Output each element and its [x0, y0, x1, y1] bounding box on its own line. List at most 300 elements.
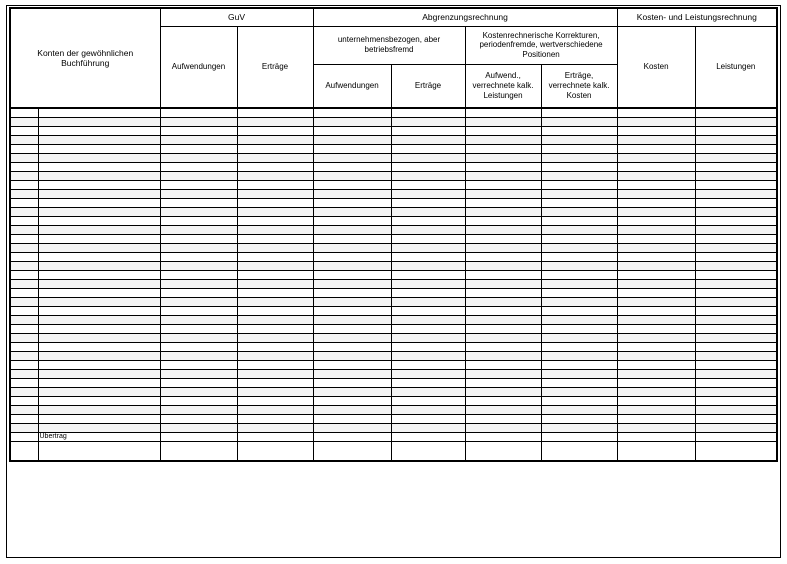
table-cell	[617, 108, 695, 117]
table-cell	[695, 387, 777, 396]
table-cell	[38, 423, 160, 432]
uebertrag-label: Übertrag	[38, 432, 160, 441]
table-cell	[465, 243, 541, 252]
table-cell	[160, 108, 237, 117]
table-cell	[237, 279, 313, 288]
table-cell	[38, 414, 160, 423]
table-cell	[160, 378, 237, 387]
table-cell	[465, 162, 541, 171]
table-cell	[160, 216, 237, 225]
table-row	[10, 324, 777, 333]
table-cell	[541, 261, 617, 270]
table-cell	[237, 270, 313, 279]
table-cell	[10, 288, 38, 297]
header-group-kosten-leistungsrechnung: Kosten- und Leistungsrechnung	[617, 8, 777, 26]
table-cell	[541, 225, 617, 234]
table-row	[10, 225, 777, 234]
table-cell	[617, 378, 695, 387]
table-cell	[160, 180, 237, 189]
table-row	[10, 234, 777, 243]
table-cell	[391, 243, 465, 252]
table-cell	[38, 234, 160, 243]
table-cell	[617, 216, 695, 225]
table-cell	[465, 153, 541, 162]
table-cell	[160, 324, 237, 333]
table-cell	[38, 396, 160, 405]
table-cell	[617, 360, 695, 369]
table-cell	[38, 144, 160, 153]
table-cell	[617, 405, 695, 414]
table-row	[10, 369, 777, 378]
table-cell	[391, 135, 465, 144]
table-cell	[541, 153, 617, 162]
header-kalk-aufwendungen: Aufwend., verrechnete kalk. Leistungen	[465, 64, 541, 108]
table-cell	[10, 414, 38, 423]
table-cell	[541, 234, 617, 243]
table-cell	[38, 189, 160, 198]
table-cell	[10, 117, 38, 126]
table-row	[10, 333, 777, 342]
table-cell	[313, 252, 391, 261]
table-cell	[10, 351, 38, 360]
table-cell	[465, 198, 541, 207]
table-cell	[465, 315, 541, 324]
table-cell	[10, 396, 38, 405]
header-group-abgrenzungsrechnung: Abgrenzungsrechnung	[313, 8, 617, 26]
table-cell	[391, 117, 465, 126]
table-cell	[541, 306, 617, 315]
table-cell	[695, 288, 777, 297]
table-cell	[313, 108, 391, 117]
table-cell	[541, 432, 617, 441]
table-cell	[313, 243, 391, 252]
table-cell	[237, 342, 313, 351]
table-cell	[617, 324, 695, 333]
table-cell	[38, 108, 160, 117]
table-cell	[617, 252, 695, 261]
table-cell	[237, 351, 313, 360]
table-cell	[465, 108, 541, 117]
table-cell	[391, 324, 465, 333]
table-cell	[237, 135, 313, 144]
table-cell	[237, 333, 313, 342]
table-cell	[160, 135, 237, 144]
table-cell	[313, 369, 391, 378]
table-cell	[160, 162, 237, 171]
table-row	[10, 153, 777, 162]
table-cell	[160, 351, 237, 360]
table-cell	[465, 252, 541, 261]
table-cell	[160, 297, 237, 306]
table-cell	[391, 180, 465, 189]
table-cell	[391, 261, 465, 270]
table-cell	[617, 261, 695, 270]
table-cell	[38, 351, 160, 360]
table-cell	[10, 324, 38, 333]
header-subgroup-korrekturen: Kostenrechnerische Korrekturen, periodenfremde, wertverschiedene Positionen	[465, 26, 617, 64]
table-cell	[313, 261, 391, 270]
table-cell	[313, 378, 391, 387]
table-cell	[465, 126, 541, 135]
table-cell	[465, 360, 541, 369]
header-group-guv: GuV	[160, 8, 313, 26]
table-cell	[313, 405, 391, 414]
table-cell	[391, 234, 465, 243]
table-cell	[313, 441, 391, 461]
table-row	[10, 117, 777, 126]
table-cell	[160, 243, 237, 252]
table-cell	[541, 324, 617, 333]
table-cell	[38, 360, 160, 369]
table-cell	[541, 369, 617, 378]
table-cell	[237, 387, 313, 396]
table-cell	[465, 423, 541, 432]
table-cell	[695, 162, 777, 171]
table-row	[10, 396, 777, 405]
table-cell	[160, 279, 237, 288]
table-cell	[313, 135, 391, 144]
table-cell	[313, 171, 391, 180]
table-cell	[38, 324, 160, 333]
table-cell	[465, 261, 541, 270]
table-row	[10, 243, 777, 252]
accounting-worksheet-table	[9, 7, 778, 462]
table-cell	[391, 351, 465, 360]
table-row	[10, 216, 777, 225]
table-cell	[237, 234, 313, 243]
table-cell	[160, 306, 237, 315]
table-cell	[695, 234, 777, 243]
table-cell	[10, 342, 38, 351]
table-cell	[38, 171, 160, 180]
table-cell	[10, 216, 38, 225]
table-cell	[391, 108, 465, 117]
table-cell	[10, 180, 38, 189]
table-cell	[10, 369, 38, 378]
table-cell	[465, 387, 541, 396]
table-cell	[10, 171, 38, 180]
table-cell	[313, 198, 391, 207]
table-row	[10, 261, 777, 270]
table-cell	[391, 405, 465, 414]
table-cell	[391, 396, 465, 405]
table-cell	[695, 135, 777, 144]
table-row	[10, 306, 777, 315]
table-cell	[10, 405, 38, 414]
header-abgrenzung-ertraege: Erträge	[391, 64, 465, 108]
table-cell	[237, 153, 313, 162]
table-cell	[38, 342, 160, 351]
table-cell	[160, 171, 237, 180]
table-cell	[541, 288, 617, 297]
table-cell	[38, 153, 160, 162]
table-cell	[391, 297, 465, 306]
table-cell	[465, 234, 541, 243]
table-cell	[465, 405, 541, 414]
table-cell	[38, 441, 160, 461]
table-cell	[391, 306, 465, 315]
table-cell	[237, 405, 313, 414]
table-cell	[160, 432, 237, 441]
table-cell	[391, 387, 465, 396]
table-cell	[313, 324, 391, 333]
table-cell	[391, 198, 465, 207]
table-cell	[160, 189, 237, 198]
table-cell	[695, 180, 777, 189]
table-cell	[237, 189, 313, 198]
header-kalk-ertraege: Erträge, verrechnete kalk. Kosten	[541, 64, 617, 108]
table-cell	[465, 189, 541, 198]
table-header	[10, 8, 777, 108]
table-row	[10, 135, 777, 144]
table-cell	[38, 306, 160, 315]
table-cell	[237, 414, 313, 423]
table-cell	[465, 135, 541, 144]
table-cell	[617, 279, 695, 288]
table-cell	[38, 378, 160, 387]
table-cell	[237, 378, 313, 387]
header-guv-aufwendungen: Aufwendungen	[160, 26, 237, 108]
table-cell	[617, 189, 695, 198]
table-cell	[391, 270, 465, 279]
table-cell	[465, 351, 541, 360]
table-cell	[465, 216, 541, 225]
header-kosten: Kosten	[617, 26, 695, 108]
table-row	[10, 171, 777, 180]
table-cell	[617, 333, 695, 342]
table-cell	[391, 369, 465, 378]
table-cell	[10, 162, 38, 171]
table-cell	[313, 306, 391, 315]
table-row	[10, 387, 777, 396]
table-cell	[237, 171, 313, 180]
header-subgroup-unternehmensbezogen: unternehmensbezogen, aber betriebsfremd	[313, 26, 465, 64]
table-row	[10, 270, 777, 279]
table-row	[10, 198, 777, 207]
table-cell	[313, 162, 391, 171]
table-cell	[313, 288, 391, 297]
header-accounts: Konten der gewöhnlichen Buchführung	[10, 8, 160, 108]
table-cell	[695, 207, 777, 216]
table-cell	[695, 306, 777, 315]
table-cell	[695, 360, 777, 369]
table-cell	[38, 162, 160, 171]
table-cell	[391, 207, 465, 216]
table-cell	[38, 135, 160, 144]
table-cell	[160, 423, 237, 432]
table-cell	[695, 243, 777, 252]
table-cell	[10, 432, 38, 441]
table-cell	[541, 405, 617, 414]
table-cell	[237, 198, 313, 207]
table-cell	[541, 333, 617, 342]
table-cell	[617, 387, 695, 396]
table-cell	[391, 288, 465, 297]
table-cell	[465, 180, 541, 189]
table-row	[10, 315, 777, 324]
table-cell	[541, 342, 617, 351]
table-row	[10, 162, 777, 171]
table-cell	[10, 333, 38, 342]
table-cell	[313, 387, 391, 396]
table-cell	[38, 270, 160, 279]
table-cell	[38, 333, 160, 342]
table-cell	[465, 207, 541, 216]
table-row	[10, 207, 777, 216]
table-cell	[237, 180, 313, 189]
table-cell	[695, 405, 777, 414]
table-cell	[313, 342, 391, 351]
table-cell	[10, 126, 38, 135]
table-cell	[617, 342, 695, 351]
table-cell	[160, 198, 237, 207]
table-cell	[160, 315, 237, 324]
table-cell	[695, 351, 777, 360]
header-guv-ertraege: Erträge	[237, 26, 313, 108]
table-cell	[38, 207, 160, 216]
table-cell	[237, 432, 313, 441]
table-cell	[313, 360, 391, 369]
table-cell	[465, 342, 541, 351]
table-cell	[617, 315, 695, 324]
table-cell	[10, 270, 38, 279]
table-cell	[695, 144, 777, 153]
table-cell	[38, 126, 160, 135]
table-cell	[10, 144, 38, 153]
table-cell	[160, 405, 237, 414]
table-cell	[465, 117, 541, 126]
table-row	[10, 144, 777, 153]
table-cell	[465, 306, 541, 315]
table-cell	[541, 243, 617, 252]
table-cell	[10, 252, 38, 261]
table-cell	[237, 324, 313, 333]
table-cell	[465, 414, 541, 423]
table-cell	[695, 126, 777, 135]
table-cell	[38, 315, 160, 324]
table-row	[10, 351, 777, 360]
table-cell	[313, 126, 391, 135]
table-row	[10, 297, 777, 306]
table-cell	[391, 189, 465, 198]
table-cell	[313, 225, 391, 234]
sum-row	[10, 441, 777, 461]
table-cell	[617, 243, 695, 252]
table-cell	[38, 243, 160, 252]
table-cell	[313, 153, 391, 162]
table-cell	[617, 207, 695, 216]
table-cell	[391, 378, 465, 387]
table-cell	[617, 234, 695, 243]
table-cell	[617, 432, 695, 441]
table-cell	[541, 135, 617, 144]
table-cell	[313, 180, 391, 189]
table-cell	[617, 441, 695, 461]
table-cell	[391, 333, 465, 342]
table-cell	[10, 423, 38, 432]
table-cell	[391, 342, 465, 351]
table-cell	[237, 207, 313, 216]
table-cell	[237, 126, 313, 135]
table-row	[10, 288, 777, 297]
table-cell	[541, 351, 617, 360]
table-cell	[237, 144, 313, 153]
table-cell	[237, 423, 313, 432]
table-cell	[38, 297, 160, 306]
table-cell	[695, 342, 777, 351]
table-cell	[391, 279, 465, 288]
table-cell	[465, 324, 541, 333]
table-cell	[465, 279, 541, 288]
table-cell	[695, 153, 777, 162]
table-cell	[160, 270, 237, 279]
table-cell	[38, 117, 160, 126]
table-cell	[541, 108, 617, 117]
table-cell	[617, 414, 695, 423]
table-cell	[695, 315, 777, 324]
table-cell	[617, 135, 695, 144]
table-cell	[541, 297, 617, 306]
table-cell	[391, 315, 465, 324]
table-cell	[38, 252, 160, 261]
table-cell	[541, 252, 617, 261]
table-cell	[541, 117, 617, 126]
table-cell	[160, 126, 237, 135]
table-cell	[617, 306, 695, 315]
table-cell	[617, 126, 695, 135]
table-cell	[541, 144, 617, 153]
table-cell	[695, 216, 777, 225]
table-row	[10, 252, 777, 261]
table-cell	[313, 117, 391, 126]
table-cell	[10, 243, 38, 252]
table-cell	[617, 423, 695, 432]
table-cell	[617, 225, 695, 234]
table-cell	[695, 171, 777, 180]
table-cell	[10, 198, 38, 207]
table-cell	[38, 387, 160, 396]
table-cell	[237, 441, 313, 461]
table-cell	[465, 171, 541, 180]
table-cell	[617, 369, 695, 378]
table-cell	[10, 279, 38, 288]
table-cell	[313, 297, 391, 306]
table-cell	[695, 108, 777, 117]
table-cell	[541, 162, 617, 171]
table-cell	[38, 261, 160, 270]
table-cell	[160, 207, 237, 216]
table-cell	[391, 171, 465, 180]
table-cell	[391, 153, 465, 162]
table-cell	[237, 360, 313, 369]
table-cell	[313, 351, 391, 360]
table-cell	[695, 324, 777, 333]
table-cell	[237, 369, 313, 378]
table-cell	[541, 378, 617, 387]
table-cell	[313, 216, 391, 225]
table-cell	[10, 306, 38, 315]
table-row	[10, 126, 777, 135]
table-cell	[10, 315, 38, 324]
table-cell	[695, 441, 777, 461]
table-cell	[695, 270, 777, 279]
table-cell	[391, 216, 465, 225]
table-cell	[617, 297, 695, 306]
table-cell	[160, 252, 237, 261]
table-cell	[617, 288, 695, 297]
table-cell	[541, 216, 617, 225]
table-cell	[391, 432, 465, 441]
